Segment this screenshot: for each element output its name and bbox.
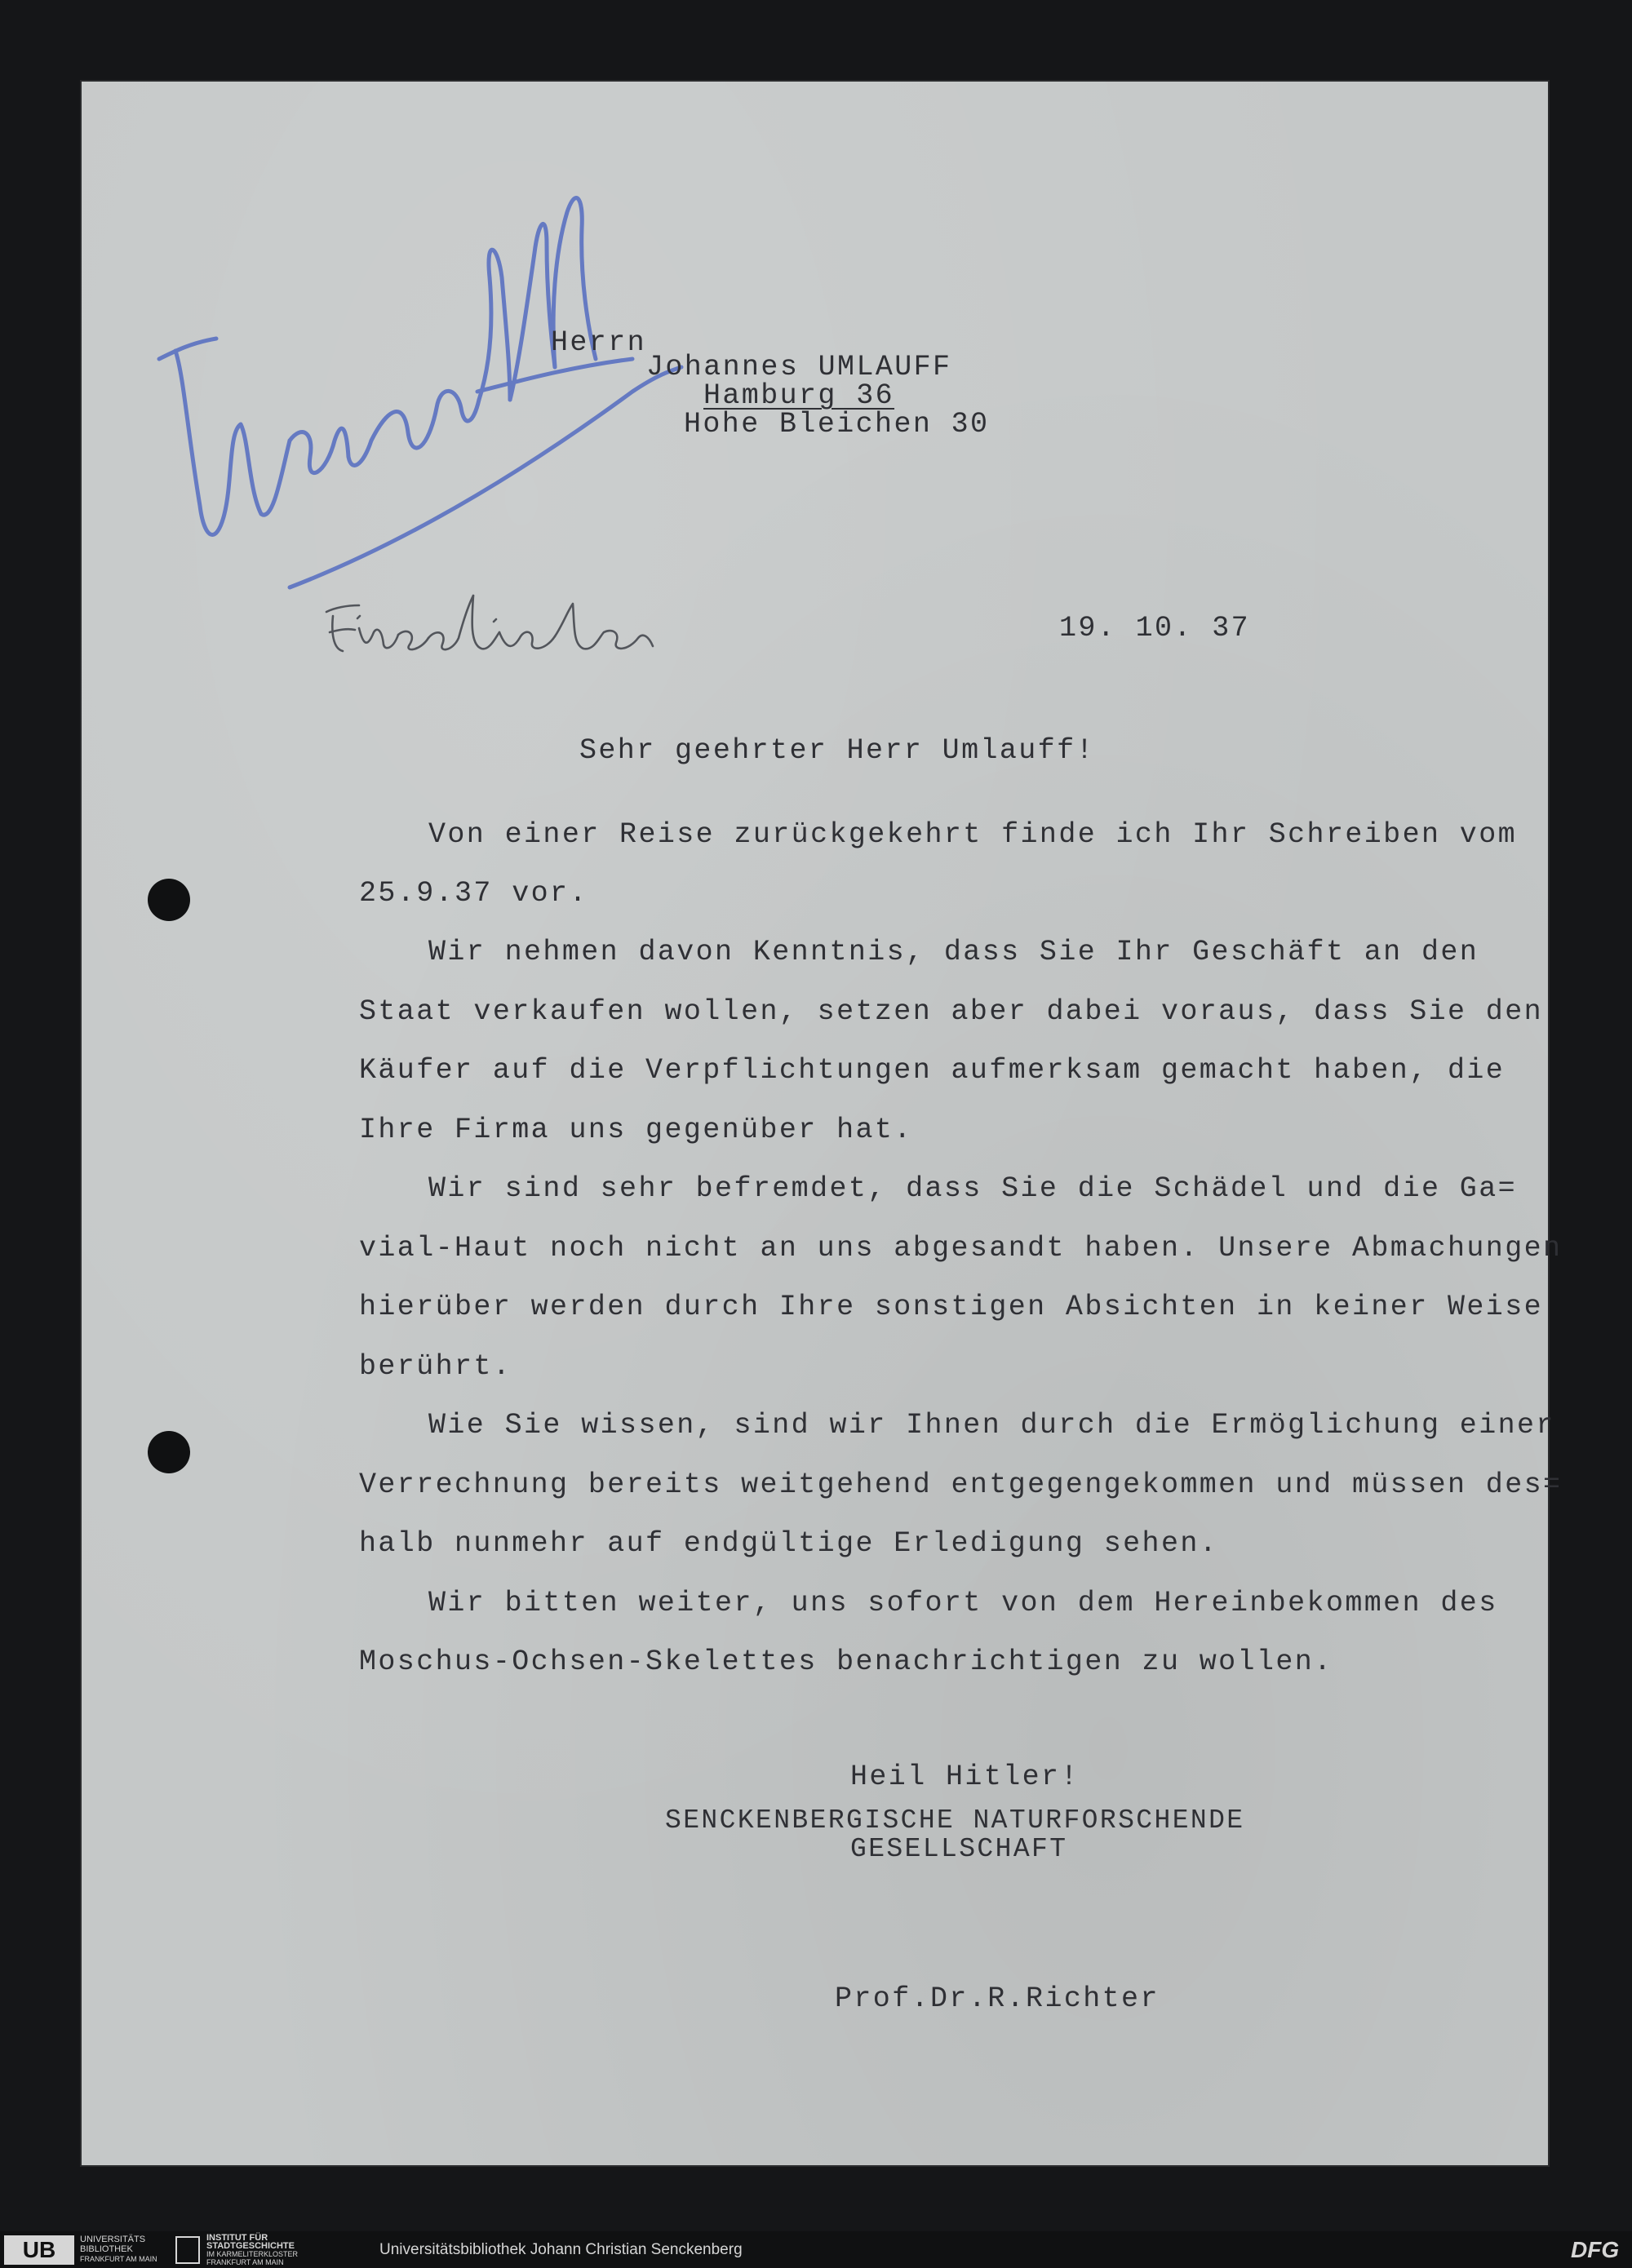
addressee-salutation: Herrn xyxy=(551,326,647,359)
addressee-city: Hamburg 36 xyxy=(703,379,895,412)
body-line: Ihre Firma uns gegenüber hat. xyxy=(359,1114,913,1146)
punch-hole-bottom xyxy=(148,1431,190,1473)
body-line: Verrechnung bereits weitgehend entgegengekommen und müssen des= xyxy=(359,1468,1563,1501)
body-line: Wir bitten weiter, uns sofort von dem Hereinbekommen des xyxy=(428,1587,1498,1619)
isg-text: INSTITUT FÜR STADTGESCHICHTE IM KARMELITERKLOSTER FRANKFURT AM MAIN xyxy=(206,2233,299,2266)
letter-page xyxy=(82,82,1563,2165)
organization-line-2: GESELLSCHAFT xyxy=(850,1834,1068,1864)
body-line: Käufer auf die Verpflichtungen aufmerksam gemacht haben, die xyxy=(359,1054,1506,1087)
body-line: 25.9.37 vor. xyxy=(359,877,588,910)
handwritten-note-einschreiben xyxy=(318,587,661,677)
ub-logo: UB xyxy=(4,2235,74,2265)
punch-hole-top xyxy=(148,879,190,921)
addressee-name: Johannes UMLAUFF xyxy=(646,351,952,383)
body-line: berührt. xyxy=(359,1350,512,1383)
body-line: halb nunmehr auf endgültige Erledigung sehen. xyxy=(359,1527,1219,1560)
greeting: Sehr geehrter Herr Umlauff! xyxy=(579,734,1095,767)
body-line: Von einer Reise zurückgekehrt finde ich Ihr Schreiben vom xyxy=(428,818,1517,851)
isg-logo-icon xyxy=(175,2236,200,2264)
ub-text: UNIVERSITÄTS BIBLIOTHEK FRANKFURT AM MAIN xyxy=(80,2235,157,2263)
body-line: vial-Haut noch nicht an uns abgesandt haben. Unsere Abmachungen xyxy=(359,1232,1563,1265)
body-line: Wie Sie wissen, sind wir Ihnen durch die Ermöglichung einer xyxy=(428,1409,1555,1442)
body-line: Wir nehmen davon Kenntnis, dass Sie Ihr Geschäft an den xyxy=(428,936,1479,968)
organization-line-1: SENCKENBERGISCHE NATURFORSCHENDE xyxy=(665,1805,1245,1836)
body-line: Moschus-Ochsen-Skelettes benachrichtigen zu wollen. xyxy=(359,1646,1333,1678)
dfg-logo: DFG xyxy=(1571,2237,1620,2262)
letter-date: 19. 10. 37 xyxy=(1059,612,1251,645)
closing: Heil Hitler! xyxy=(850,1761,1080,1793)
archive-footer xyxy=(0,2231,1632,2268)
body-line: hierüber werden durch Ihre sonstigen Absichten in keiner Weise xyxy=(359,1291,1544,1323)
library-credit: Universitätsbibliothek Johann Christian Senckenberg xyxy=(379,2241,743,2258)
signatory: Prof.Dr.R.Richter xyxy=(835,1982,1160,2015)
body-line: Staat verkaufen wollen, setzen aber dabei voraus, dass Sie den xyxy=(359,995,1544,1028)
body-line: Wir sind sehr befremdet, dass Sie die Schädel und die Ga= xyxy=(428,1172,1517,1205)
addressee-street: Hohe Bleichen 30 xyxy=(684,408,990,441)
